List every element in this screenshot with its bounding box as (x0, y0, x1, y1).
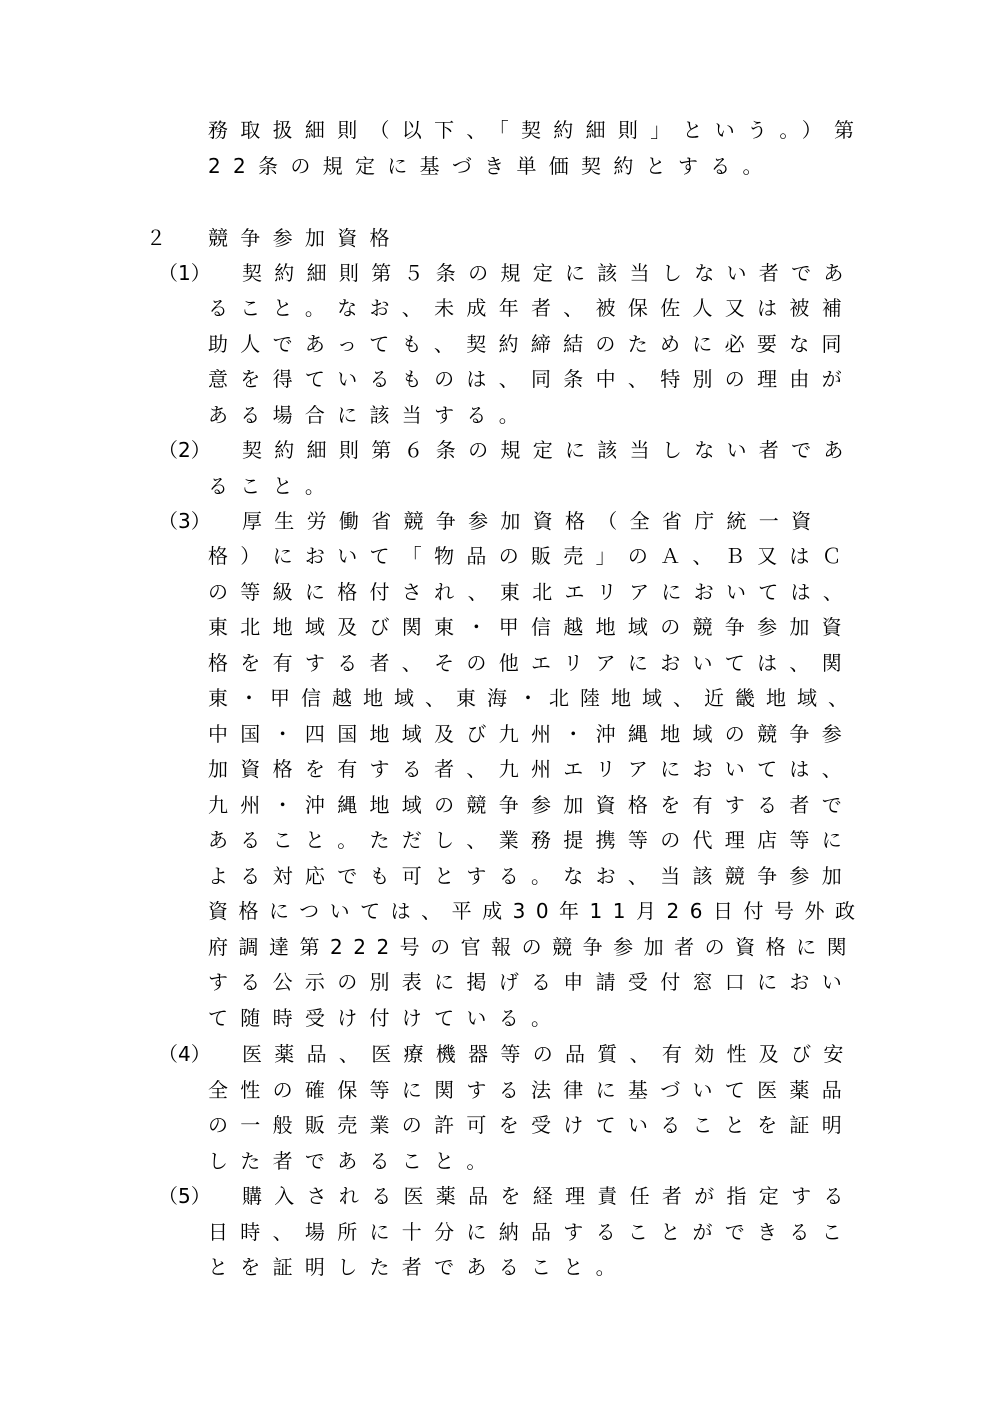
list-item-1-line (0, 397, 1000, 433)
item-text: 意を得ているものは、同条中、特別の理由が (208, 367, 854, 391)
item-text: 九州・沖縄地域の競争参加資格を有する者で (208, 793, 854, 817)
item-text: する公示の別表に掲げる申請受付窓口におい (208, 970, 854, 994)
item-text: 全性の確保等に関する法律に基づいて医薬品 (208, 1078, 854, 1102)
item-text: 日時、場所に十分に納品することができるこ (208, 1220, 854, 1244)
item-text: 格を有する者、その他エリアにおいては、関 (208, 651, 854, 675)
item-text: 東北地域及び関東・甲信越地域の競争参加資 (208, 615, 854, 639)
list-item-3-line (0, 964, 1000, 1000)
list-item-3-line (0, 751, 1000, 787)
item-text: 格）において「物品の販売」のＡ、Ｂ又はＣ (208, 544, 854, 568)
item-text: の一般販売業の許可を受けていることを証明 (208, 1113, 854, 1137)
item-text: あること。ただし、業務提携等の代理店等に (208, 828, 854, 852)
item-label: （4） (158, 1042, 211, 1066)
item-text: 医薬品、医療機器等の品質、有効性及び安 (242, 1042, 856, 1066)
list-item-3-line (0, 716, 1000, 752)
item-text: の等級に格付され、東北エリアにおいては、 (208, 580, 856, 604)
item-text: ある場合に該当する。 (208, 403, 531, 427)
list-item-3-line (0, 503, 1000, 539)
list-item-4-line (0, 1072, 1000, 1108)
list-item-3-line (0, 787, 1000, 823)
list-item-1-line (0, 326, 1000, 362)
item-label: （2） (158, 438, 211, 462)
list-item-3-line (0, 822, 1000, 858)
intro-line (0, 112, 1000, 148)
section-heading (0, 220, 1000, 256)
item-text: ること。なお、未成年者、被保佐人又は被補 (208, 296, 854, 320)
list-item-2-line (0, 468, 1000, 504)
item-text: 購入される医薬品を経理責任者が指定する (242, 1184, 856, 1208)
list-item-3-line (0, 1000, 1000, 1036)
intro-line (0, 148, 1000, 184)
section-number: ２ (146, 226, 166, 250)
item-text: て随時受け付けている。 (208, 1006, 564, 1030)
list-item-3-line (0, 645, 1000, 681)
list-item-5-line (0, 1249, 1000, 1285)
intro-text: 22条の規定に基づき単価契約とする。 (208, 154, 775, 178)
list-item-4-line (0, 1036, 1000, 1072)
list-item-5-line (0, 1178, 1000, 1214)
item-label: （1） (158, 261, 211, 285)
list-item-3-line (0, 609, 1000, 645)
item-label: （3） (158, 509, 211, 533)
section-title: 競争参加資格 (208, 226, 402, 250)
item-text: とを証明した者であること。 (208, 1255, 628, 1279)
list-item-4-line (0, 1143, 1000, 1179)
item-text: 加資格を有する者、九州エリアにおいては、 (208, 757, 854, 781)
list-item-3-line (0, 538, 1000, 574)
item-text: 助人であっても、契約締結のために必要な同 (208, 332, 854, 356)
item-text: 中国・四国地域及び九州・沖縄地域の競争参 (208, 722, 854, 746)
item-text: 契約細則第６条の規定に該当しない者であ (242, 438, 856, 462)
list-item-1-line (0, 255, 1000, 291)
list-item-1-line (0, 290, 1000, 326)
list-item-1-line (0, 361, 1000, 397)
item-text: 東・甲信越地域、東海・北陸地域、近畿地域、 (208, 686, 859, 710)
list-item-3-line (0, 680, 1000, 716)
list-item-3-line (0, 893, 1000, 929)
item-text: 契約細則第５条の規定に該当しない者であ (242, 261, 856, 285)
item-text: 資格については、平成30年11月26日付号外政 (208, 899, 866, 923)
list-item-4-line (0, 1107, 1000, 1143)
item-text: した者であること。 (208, 1149, 499, 1173)
intro-text: 務取扱細則（以下、「契約細則」という。）第 (208, 118, 867, 142)
item-text: 厚生労働省競争参加資格（全省庁統一資 (242, 509, 824, 533)
list-item-5-line (0, 1214, 1000, 1250)
item-text: ること。 (208, 474, 338, 498)
item-text: よる対応でも可とする。なお、当該競争参加 (208, 864, 854, 888)
list-item-2-line (0, 432, 1000, 468)
list-item-3-line (0, 929, 1000, 965)
list-item-3-line (0, 858, 1000, 894)
list-item-3-line (0, 574, 1000, 610)
item-text: 府調達第222号の官報の競争参加者の資格に関 (208, 935, 858, 959)
item-label: （5） (158, 1184, 211, 1208)
